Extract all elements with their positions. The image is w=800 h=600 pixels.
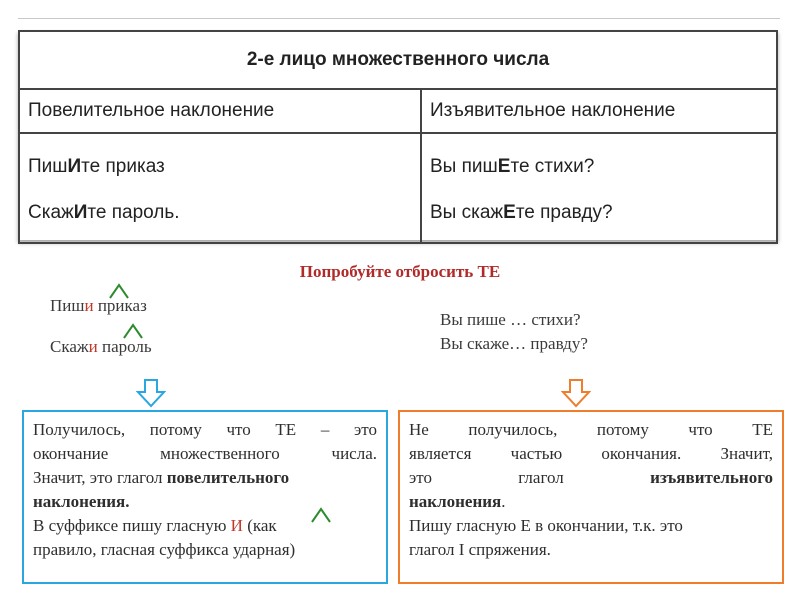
column-indicative: Изъявительное наклонение	[421, 89, 777, 133]
down-arrow-icon	[136, 378, 166, 408]
conclusion-line: это глагол изъявительного	[409, 468, 773, 487]
top-divider	[18, 18, 780, 19]
sample-imperative: Пиши приказ	[50, 296, 147, 315]
sample-indicative: Вы пише … стихи?	[440, 310, 581, 329]
conclusion-line: Не получилось, потому что ТЕ	[409, 420, 773, 439]
conclusion-line: В суффиксе пишу гласную И (как	[33, 516, 277, 535]
conclusion-line: является частью окончания. Значит,	[409, 444, 773, 463]
sample-indicative: Вы скаже… правду?	[440, 334, 588, 353]
imperative-examples	[19, 133, 421, 243]
imperative-example: СкажИте пароль.	[28, 202, 180, 223]
conclusion-line: глагол I спряжения.	[409, 540, 551, 559]
conclusion-line: наклонения.	[33, 492, 130, 511]
table-header: 2-е лицо множественного числа	[19, 31, 777, 89]
indicative-example: Вы скажЕте правду?	[430, 202, 613, 223]
conclusion-line: правило, гласная суффикса ударная)	[33, 540, 296, 559]
down-arrow-icon	[561, 378, 591, 408]
conclusion-line: Пишу гласную Е в окончании, т.к. это	[409, 516, 683, 535]
conclusion-imperative	[22, 410, 388, 584]
sample-imperative: Скажи пароль	[50, 337, 152, 356]
stress-caret-icon	[108, 282, 130, 300]
conclusion-line: окончание множественного числа.	[33, 444, 377, 463]
grammar-table	[18, 30, 778, 240]
conclusion-indicative	[398, 410, 784, 584]
stress-caret-icon	[122, 322, 144, 340]
conclusion-line: Получилось, потому что ТЕ – это	[33, 420, 377, 439]
column-imperative: Повелительное наклонение	[19, 89, 421, 133]
indicative-examples	[421, 133, 777, 243]
conclusion-line: Значит, это глагол повелительного	[33, 468, 290, 487]
imperative-example: ПишИте приказ	[28, 156, 165, 177]
indicative-example: Вы пишЕте стихи?	[430, 156, 595, 177]
conclusion-line: наклонения.	[409, 492, 506, 511]
task-title: Попробуйте отбросить ТЕ	[299, 262, 501, 281]
stress-caret-icon	[310, 506, 332, 524]
